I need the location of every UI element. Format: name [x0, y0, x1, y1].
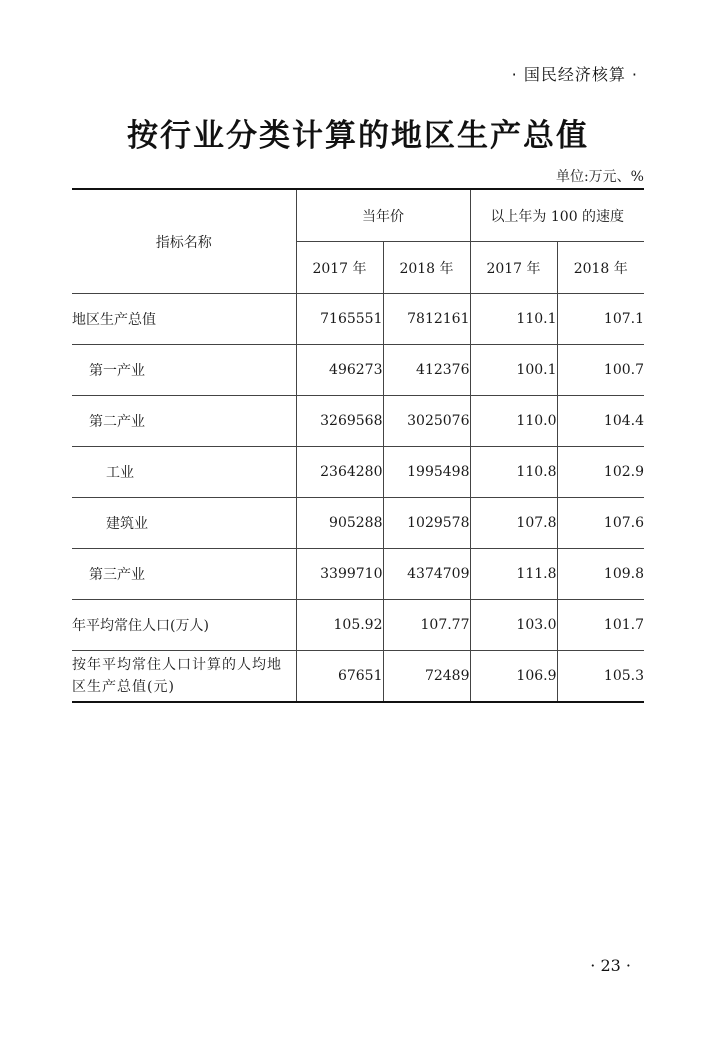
header-year-current-2018: 2018 年 — [383, 242, 470, 294]
page-title: 按行业分类计算的地区生产总值 — [127, 118, 589, 154]
unit-label: 单位:万元、% — [555, 169, 644, 185]
table-cell: 7812161 — [383, 294, 470, 345]
table-cell: 104.4 — [557, 396, 644, 447]
table-cell: 3269568 — [296, 396, 383, 447]
table-cell: 3399710 — [296, 549, 383, 600]
table-cell: 106.9 — [470, 651, 557, 703]
section-header: · 国民经济核算 · — [511, 65, 638, 84]
table-row — [72, 600, 644, 651]
table-cell: 905288 — [296, 498, 383, 549]
table-cell: 110.1 — [470, 294, 557, 345]
table-row — [72, 294, 644, 345]
header-growth-speed: 以上年为 100 的速度 — [470, 189, 644, 242]
table-row — [72, 549, 644, 600]
header-current-price: 当年价 — [296, 189, 470, 242]
table-cell: 3025076 — [383, 396, 470, 447]
table-row — [72, 396, 644, 447]
table-row — [72, 447, 644, 498]
header-year-current-2017: 2017 年 — [296, 242, 383, 294]
table-cell: 101.7 — [557, 600, 644, 651]
table-cell: 496273 — [296, 345, 383, 396]
table-cell: 107.1 — [557, 294, 644, 345]
table-cell: 2364280 — [296, 447, 383, 498]
header-indicator-name: 指标名称 — [72, 189, 296, 294]
table-cell: 105.3 — [557, 651, 644, 703]
table-cell: 107.77 — [383, 600, 470, 651]
row-label: 按年平均常住人口计算的人均地区生产总值(元) — [72, 651, 296, 703]
table-cell: 109.8 — [557, 549, 644, 600]
table-cell: 412376 — [383, 345, 470, 396]
page-number: · 23 · — [590, 956, 631, 975]
row-label: 第三产业 — [72, 549, 296, 600]
table-row — [72, 651, 644, 703]
table-cell: 67651 — [296, 651, 383, 703]
table-cell: 72489 — [383, 651, 470, 703]
table-cell: 7165551 — [296, 294, 383, 345]
table-cell: 100.1 — [470, 345, 557, 396]
table-cell: 107.6 — [557, 498, 644, 549]
header-year-speed-2017: 2017 年 — [470, 242, 557, 294]
table-row — [72, 345, 644, 396]
table-cell: 100.7 — [557, 345, 644, 396]
row-label: 工业 — [72, 447, 296, 498]
row-label: 地区生产总值 — [72, 294, 296, 345]
table-row — [72, 498, 644, 549]
table-cell: 110.8 — [470, 447, 557, 498]
gdp-table — [72, 188, 644, 703]
table-cell: 1029578 — [383, 498, 470, 549]
table-cell: 105.92 — [296, 600, 383, 651]
table-cell: 110.0 — [470, 396, 557, 447]
table-cell: 103.0 — [470, 600, 557, 651]
table-cell: 111.8 — [470, 549, 557, 600]
row-label: 建筑业 — [72, 498, 296, 549]
table-cell: 107.8 — [470, 498, 557, 549]
table-cell: 1995498 — [383, 447, 470, 498]
table-cell: 4374709 — [383, 549, 470, 600]
table-cell: 102.9 — [557, 447, 644, 498]
header-year-speed-2018: 2018 年 — [557, 242, 644, 294]
row-label: 年平均常住人口(万人) — [72, 600, 296, 651]
row-label: 第二产业 — [72, 396, 296, 447]
row-label: 第一产业 — [72, 345, 296, 396]
